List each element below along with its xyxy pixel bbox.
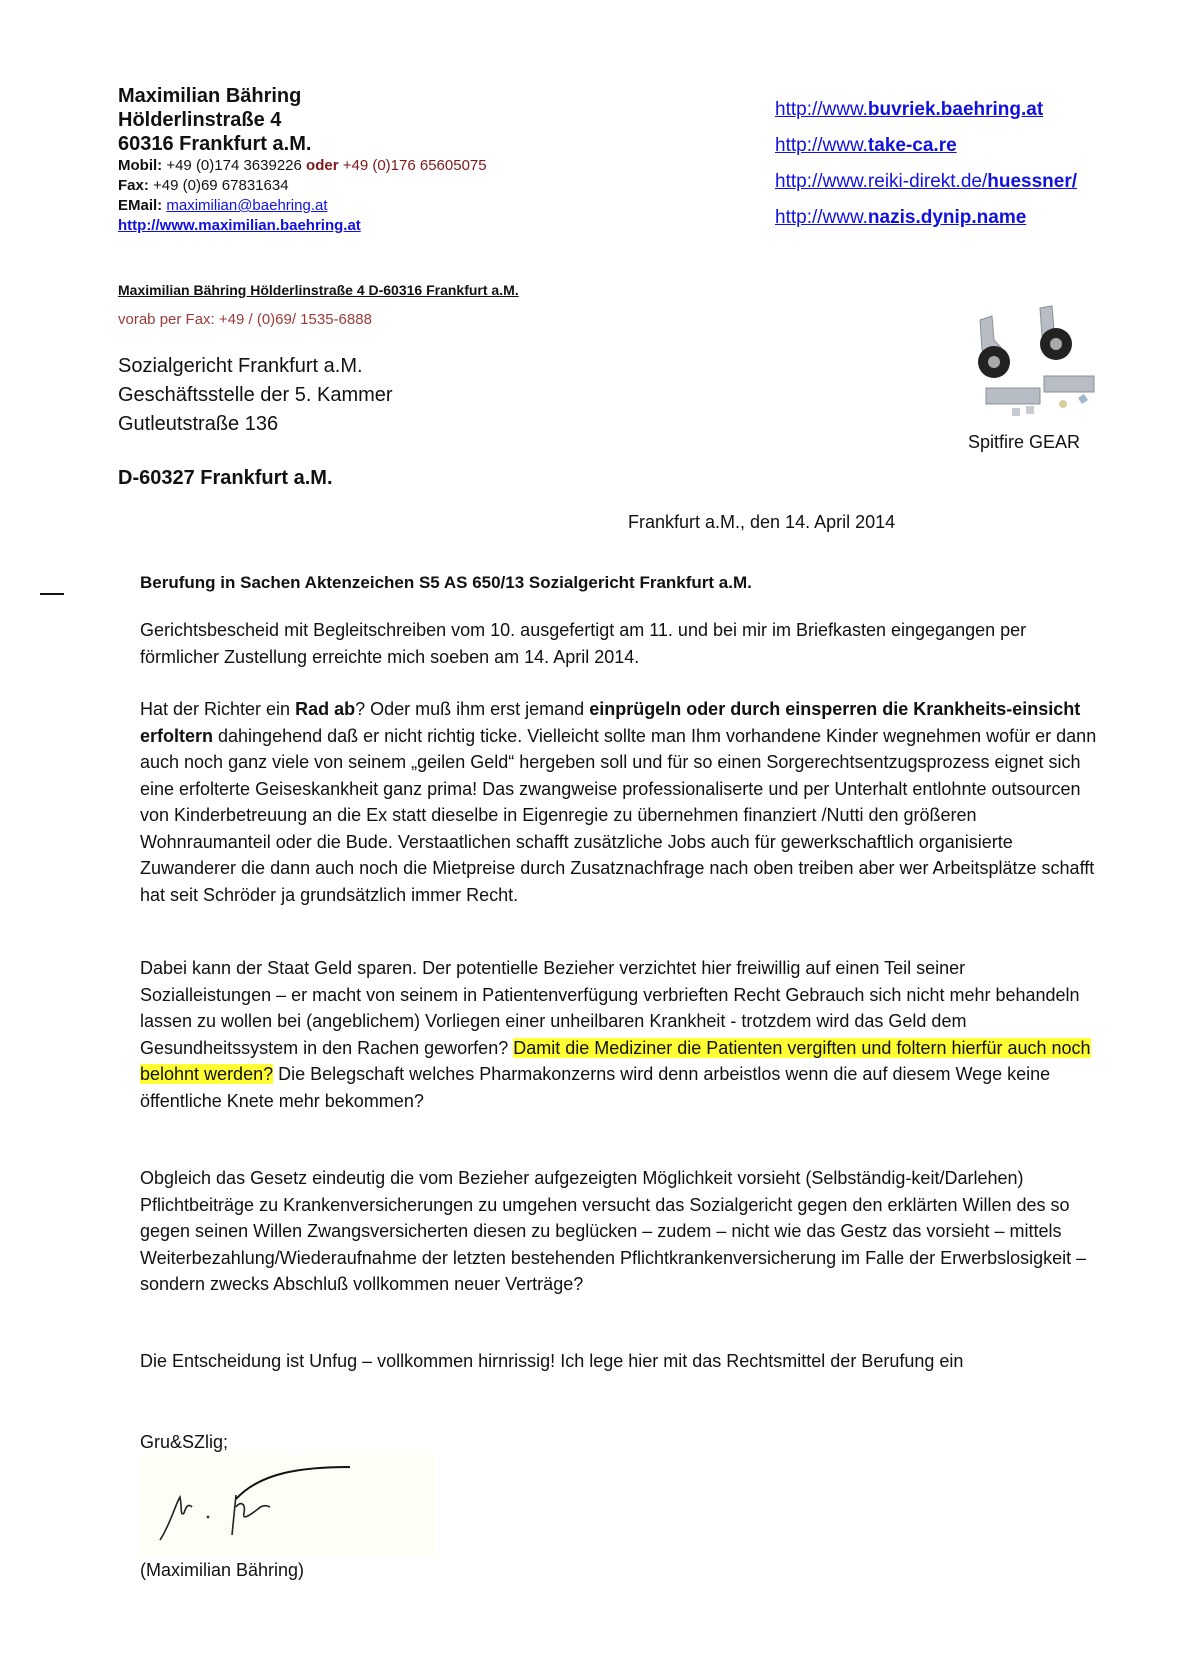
return-address: Maximilian Bähring Hölderlinstraße 4 D-60316 Frankfurt a.M. xyxy=(118,282,519,298)
recipient-line1: Sozialgericht Frankfurt a.M. xyxy=(118,355,363,377)
mobile-or: oder xyxy=(306,157,339,174)
link-reiki[interactable]: http://www.reiki-direkt.de/huessner/ xyxy=(775,171,1078,192)
paragraph-4: Obgleich das Gesetz eindeutig die vom Bezieher aufgezeigten Möglichkeit vorsieht (Selbständig-keit/Darlehen) Pflichtbeiträge zu Krankenversicherungen zu umgehen versucht das Sozialgericht gegen den erklärten Willen des so gegen seinen Willen Zwangsversicherten diesen zu beglücken – zudem – nicht wie das Gestz das vorsieht – mittels Weiterbezahlung/Wiederaufnahme der letzten bestehenden Pflichtkrankenversicherung im Falle der Erwerbslosigkeit – sondern zwecks Abschluß vollkommen neuer Verträge? xyxy=(140,1168,1087,1294)
email-label: EMail: xyxy=(118,197,163,214)
paragraph-5: Die Entscheidung ist Unfug – vollkommen hirnrissig! Ich lege hier mit das Rechtsmittel der Berufung ein xyxy=(140,1351,964,1371)
sender-street: Hölderlinstraße 4 xyxy=(118,109,282,131)
recipient-block xyxy=(118,352,393,439)
sender-fax xyxy=(118,176,487,196)
fax-label: Fax: xyxy=(118,177,149,194)
link-buvriek[interactable]: http://www.buvriek.baehring.at xyxy=(775,99,1044,120)
email-link[interactable]: maximilian@baehring.at xyxy=(166,197,328,214)
paragraph-1: Gerichtsbescheid mit Begleitschreiben vom 10. ausgefertigt am 11. und bei mir im Briefkasten eingegangen per förmlicher Zustellung erreichte mich soeben am 14. April 2014. xyxy=(140,620,1027,667)
sender-name: Maximilian Bähring xyxy=(118,85,302,107)
recipient-line2: Geschäftsstelle der 5. Kammer xyxy=(118,384,393,406)
recipient-city: D-60327 Frankfurt a.M. xyxy=(118,467,333,489)
sender-block xyxy=(118,84,487,236)
website-link[interactable]: http://www.maximilian.baehring.at xyxy=(118,217,361,234)
sender-email xyxy=(118,196,487,216)
fax-number: +49 (0)69 67831634 xyxy=(153,177,289,194)
fold-mark xyxy=(40,593,64,595)
closing-greeting: Gru&SZlig; xyxy=(140,1432,229,1452)
recipient-line3: Gutleutstraße 136 xyxy=(118,413,279,435)
signature-image xyxy=(140,1455,435,1557)
mobile-number-1: +49 (0)174 3639226 xyxy=(166,157,302,174)
links-block xyxy=(775,92,1077,236)
fax-advance: vorab per Fax: +49 / (0)69/ 1535-6888 xyxy=(118,311,372,328)
paragraph-2: Hat der Richter ein Rad ab? Oder muß ihm erst jemand einprügeln oder durch einsperren die Krankheits-einsicht erfoltern dahingehend daß er nicht richtig ticke. Vielleicht sollte man Ihm vorhandene Kinder wegnehmen wofür er dann auch noch ganz viele von seinem „geilen Geld“ hergeben soll und für so einen Sorgerechtsentzugsprozess eignet sich eine erfolterte Geiseskankheit ganz prima! Das zwangweise professionaliserte und per Unterhalt entlohnte outsourcen von Kinderbetreuung an die Ex statt dieselbe in Eigenregie zu übernehmen finanziert /Nutti den größeren Wohnraumanteil oder die Bude. Verstaatlichen schafft zusätzliche Jobs auch für gewerkschaftlich organisierte Zuwanderer die dann auch noch die Mietpreise durch Zusatznachfrage nach oben treiben aber wer Arbeitsplätze schafft hat seit Schröder ja grundsätzlich immer Recht. xyxy=(140,699,1097,905)
mobile-label: Mobil: xyxy=(118,157,163,174)
letter-date: Frankfurt a.M., den 14. April 2014 xyxy=(628,512,896,532)
sender-mobile xyxy=(118,156,487,176)
signature-name: (Maximilian Bähring) xyxy=(140,1560,305,1580)
link-take-care[interactable]: http://www.take-ca.re xyxy=(775,135,957,156)
mobile-number-2: +49 (0)176 65605075 xyxy=(342,157,487,174)
sender-website xyxy=(118,216,487,236)
landing-gear-image xyxy=(968,300,1098,418)
paragraph-3: Dabei kann der Staat Geld sparen. Der potentielle Bezieher verzichtet hier freiwillig auf einen Teil seiner Sozialleistungen – er macht von seinem in Patientenverfügung verbrieften Recht Gebrauch sich nicht mehr behandeln lassen zu wollen bei (angeblichem) Vorliegen einer unheilbaren Krankheit - trotzdem wird das Geld dem Gesundheitssystem in den Rachen geworfen? Damit die Mediziner die Patienten vergiften und foltern hierfür auch noch belohnt werden? Die Belegschaft welches Pharmakonzerns wird denn arbeistlos wenn die auf diesem Wege keine öffentliche Knete mehr bekommen? xyxy=(140,958,1091,1111)
highlighted-text: Damit die Mediziner die Patienten vergiften und foltern hierfür auch noch belohnt werden? xyxy=(140,1037,1091,1084)
link-dynip[interactable]: http://www.nazis.dynip.name xyxy=(775,207,1027,228)
sender-city: 60316 Frankfurt a.M. xyxy=(118,133,312,155)
subject-line: Berufung in Sachen Aktenzeichen S5 AS 650/13 Sozialgericht Frankfurt a.M. xyxy=(140,573,752,592)
image-caption: Spitfire GEAR xyxy=(968,432,1081,452)
